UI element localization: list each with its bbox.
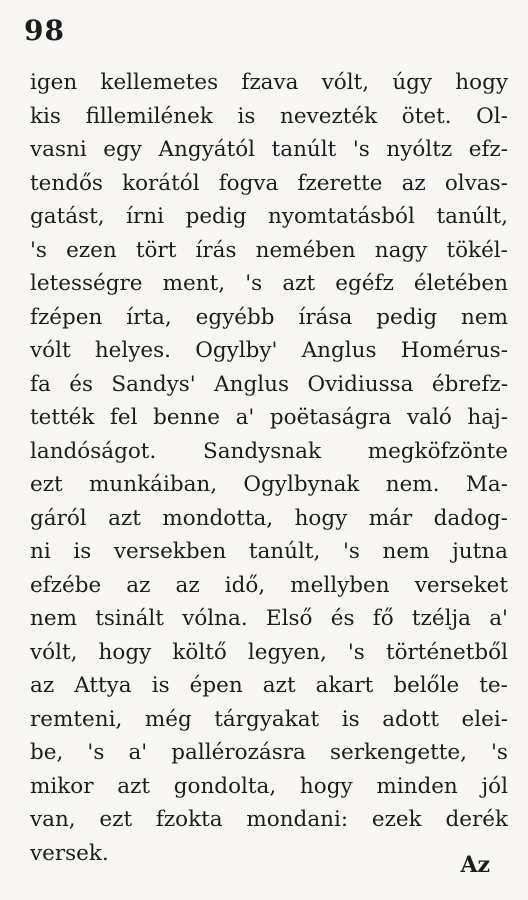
text-line: vólt helyes. Ogylby' Anglus Homérus- [30,338,508,363]
text-line: remteni, még tárgyakat is adott elei- [30,706,508,732]
text-line: tették fel benne a' poëtaságra való haj- [30,405,508,430]
text-line: nem tsinált vólna. Első és fő tzélja a' [30,606,508,631]
text-line: igen kellemetes fzava vólt, úgy hogy [30,70,508,95]
text-line: be, 's a' pallérozásra serkengette, 's [30,740,508,765]
page-number: 98 [24,14,65,47]
text-line: efzébe az az idő, mellyben verseket [30,572,508,598]
text-line: ni is versekben tanúlt, 's nem jutna [30,539,508,564]
text-line: fa és Sandys' Anglus Ovidiussa ébrefz- [30,371,508,397]
text-line: kis fillemilének is nevezték ötet. Ol- [30,103,508,129]
text-line: letességre ment, 's azt egéfz életében [30,271,508,296]
text-line: vasni egy Angyától tanúlt 's nyóltz efz- [30,137,508,162]
text-line: 's ezen tört írás nemében nagy tökél- [30,237,508,263]
text-line: gáról azt mondotta, hogy már dadog- [30,505,508,531]
text-line: versek. [30,840,109,866]
text-line: van, ezt fzokta mondani: ezek derék [30,807,508,832]
text-line: gatást, írni pedig nyomtatásból tanúlt, [30,204,508,229]
text-line: ezt munkáiban, Ogylbynak nem. Ma- [30,472,508,497]
text-line: mikor azt gondolta, hogy minden jól [30,773,508,799]
text-line: az Attya is épen azt akart belőle te- [30,673,508,698]
catchword: Az [460,852,490,878]
text-line: landóságot. Sandysnak megköfzönte [30,438,508,464]
text-line: fzépen írta, egyébb írása pedig nem [30,304,508,330]
text-line: tendős korától fogva fzerette az olvas- [30,170,508,196]
text-block [30,66,508,870]
text-line: vólt, hogy költő legyen, 's történetből [30,639,508,665]
